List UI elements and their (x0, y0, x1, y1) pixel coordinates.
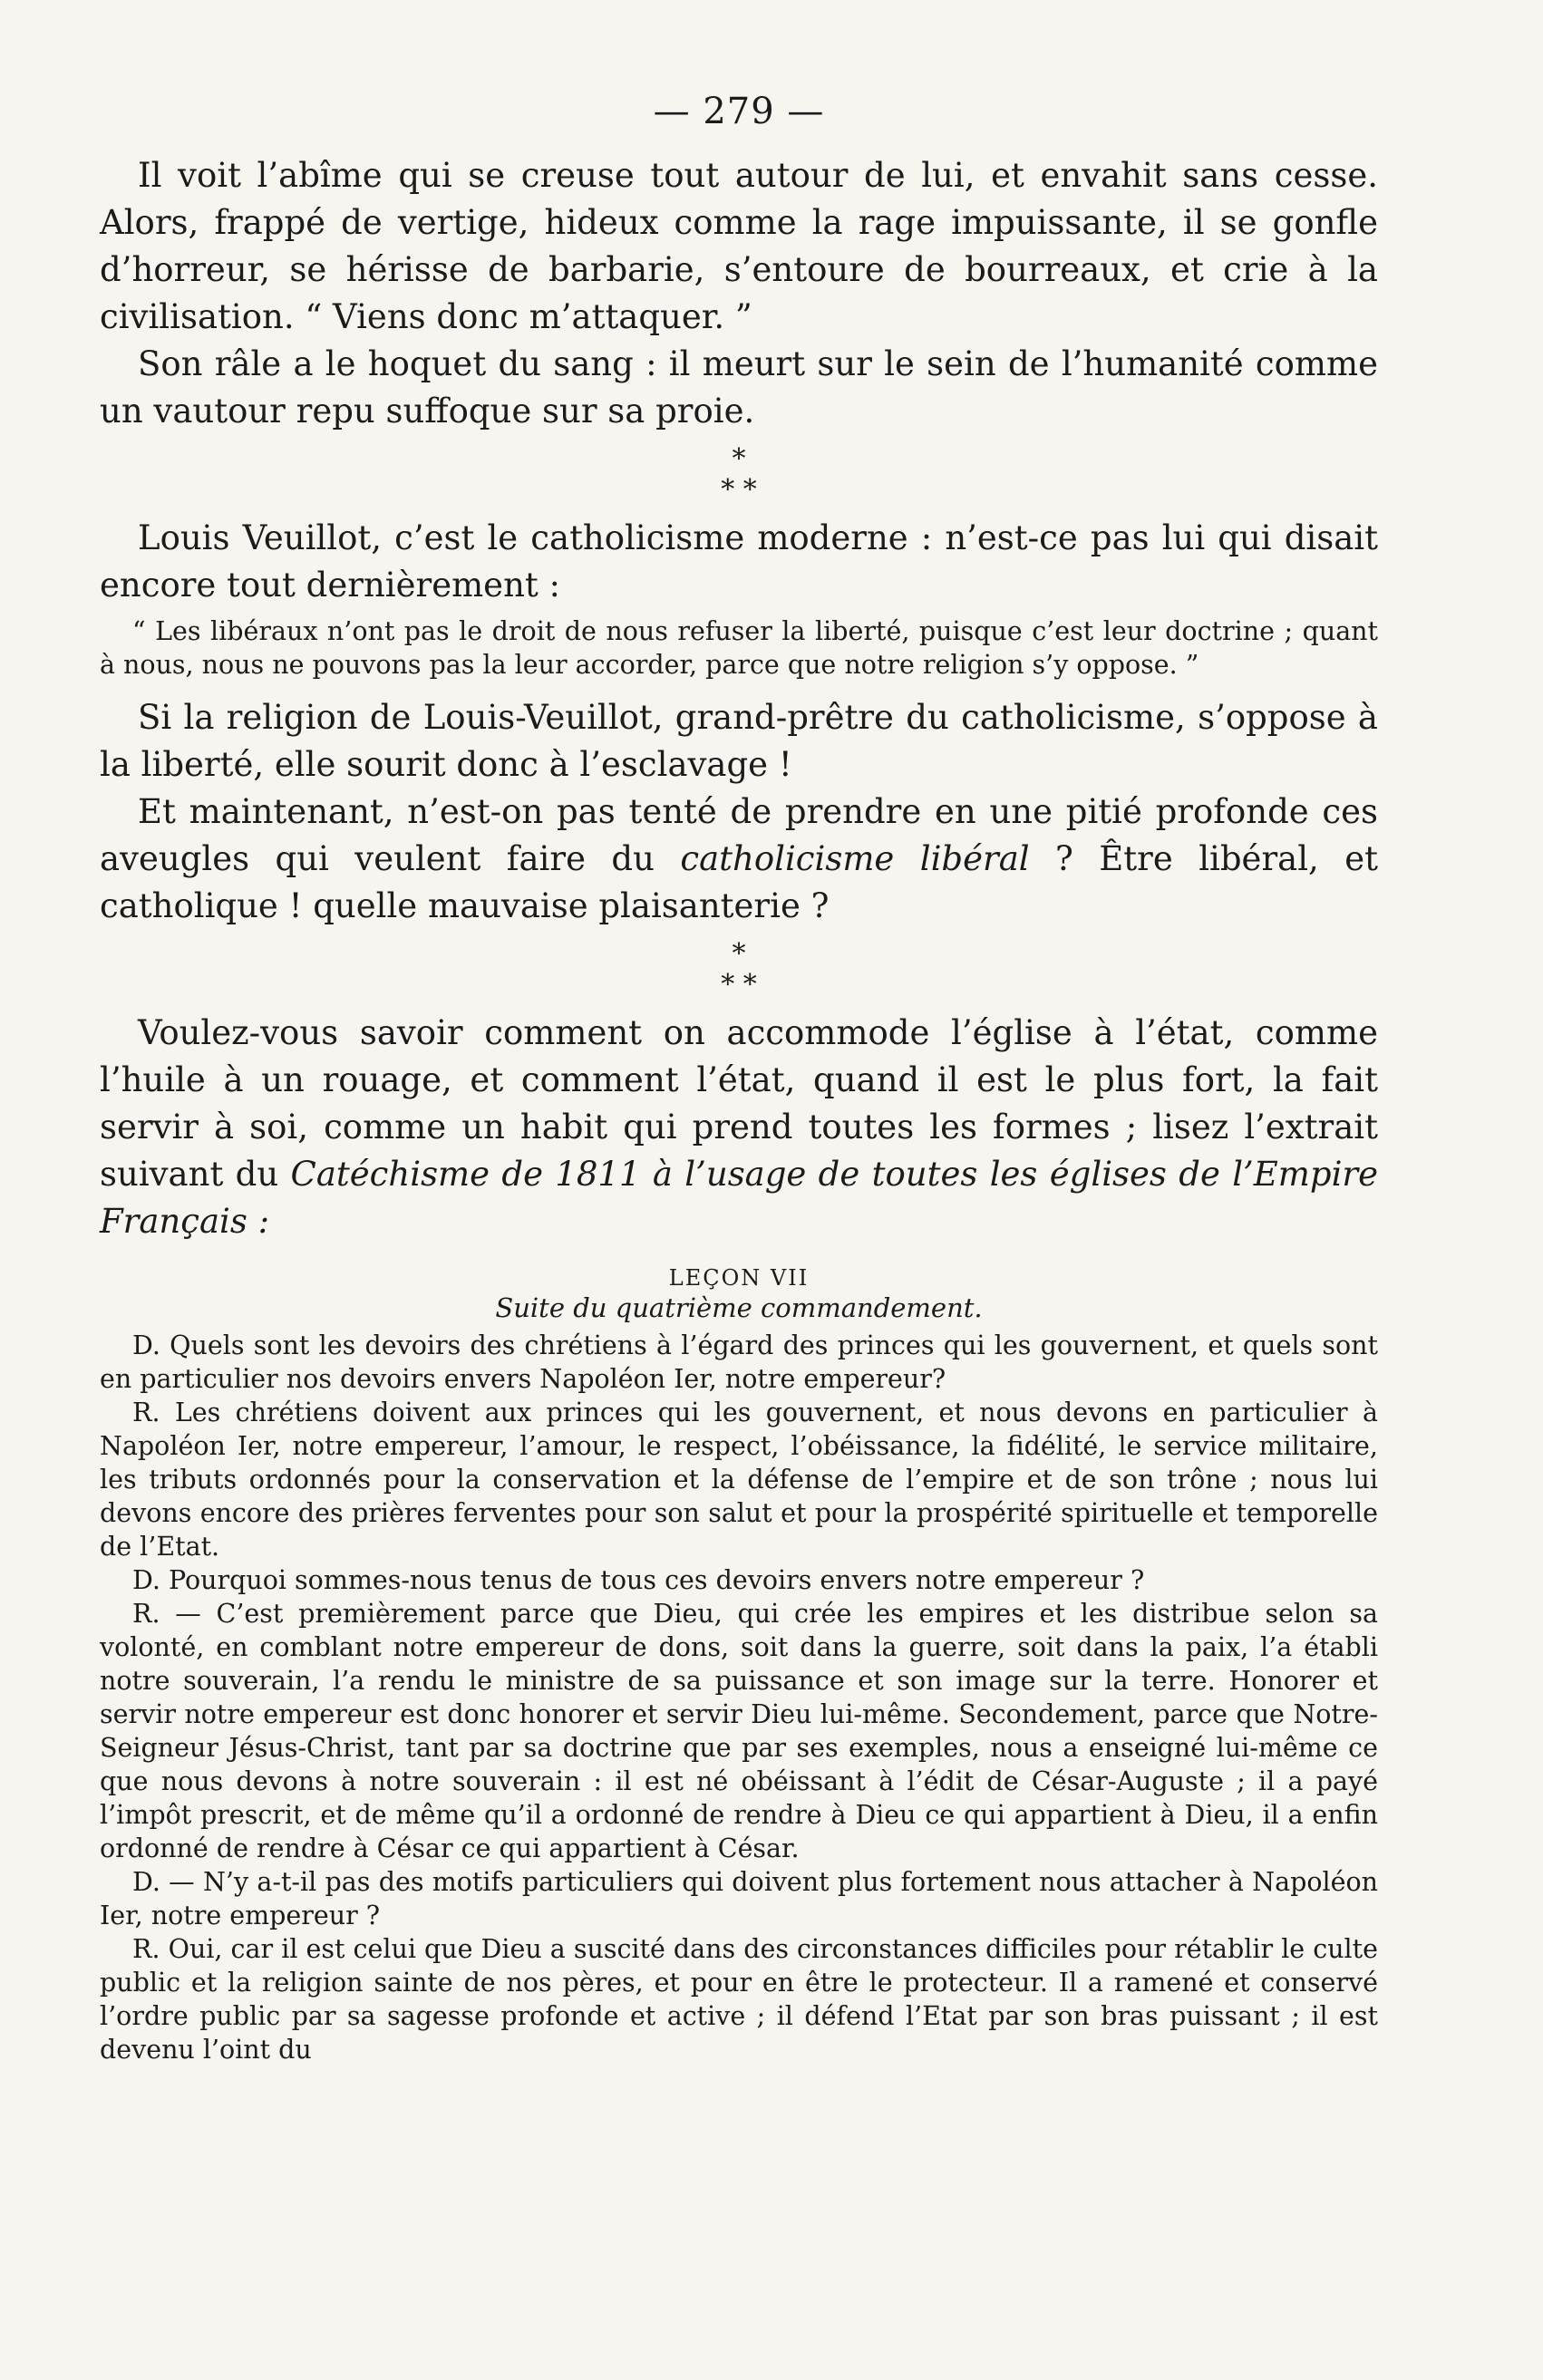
asterism-bottom: * * (721, 969, 757, 1001)
paragraph-rale: Son râle a le hoquet du sang : il meurt sur le sein de l’humanité comme un vautour repu suffoque sur sa proie. (100, 344, 1378, 431)
catechism-answer-2: R. — C’est premièrement parce que Dieu, qui crée les empires et les distribue selon sa volonté, en comblant notre empereur de dons, soit dans la guerre, soit dans la paix, l’a établi notre souverain, l’a rendu le ministre de sa puissance et son image sur la terre. Honorer et servir notre empereur est donc honorer et servir Dieu lui-même. Secondement, parce que Notre-Seigneur Jésus-Christ, tant par sa doctrine que par ses exemples, nous a enseigné lui-même ce que nous devons à notre souverain : il est né obéissant à l’édit de César-Auguste ; il a payé l’impôt prescrit, et de même qu’il a ordonné de rendre à Dieu ce qui appartient à Dieu, il a enfin ordonné de rendre à César ce qui appartient à César. (100, 1599, 1378, 1863)
page-number: — 279 — (653, 91, 825, 132)
catechism-answer-1: R. Les chrétiens doivent aux princes qui les gouvernent, et nous devons en particulier à Napoléon Ier, notre empereur, l’amour, le respect, l’obéissance, la fidélité, le service militaire, les tributs ordonnés pour la conservation et la défense de l’empire et de son trône ; nous lui devons encore des prières ferventes pour son salut et pour la prospérité spirituelle et temporelle de l’Etat. (100, 1398, 1378, 1562)
catechism-question-1: D. Quels sont les devoirs des chrétiens à l’égard des princes qui les gouvernent, et quels sont en particulier nos devoirs envers Napoléon Ier, notre empereur? (100, 1330, 1378, 1394)
lesson-title: LEÇON VII (668, 1265, 810, 1291)
catechism-question-2: D. Pourquoi sommes-nous tenus de tous ces devoirs envers notre empereur ? (132, 1565, 1145, 1595)
catholicisme-liberal: catholicisme libéral (680, 839, 1030, 878)
asterism-bottom: * * (721, 474, 757, 506)
paragraph-abime: Il voit l’abîme qui se creuse tout autour de lui, et envahit sans cesse. Alors, frappé de vertige, hideux comme la rage impuissante, il se gonfle d’horreur, se hérisse de barbarie, s’entoure de bourreaux, et crie à la civilisation. “ Viens donc m’attaquer. ” (100, 156, 1378, 336)
paragraph-voulez-vous-text: Voulez-vous savoir comment on accommode l’église à l’état, comme l’huile à un rouage, et comment l’état, quand il est le plus fort, la fait servir à soi, comme un habit qui prend toutes les formes ; lisez l’extrait suivant du (100, 1013, 1378, 1194)
paragraph-maintenant-end: ? Être libéral, et catholique ! quelle mauvaise plaisanterie ? (100, 839, 1378, 925)
paragraph-religion: Si la religion de Louis-Veuillot, grand-prêtre du catholicisme, s’oppose à la liberté, elle sourit donc à l’esclavage ! (100, 698, 1378, 784)
paragraph-maintenant-start: Et maintenant, n’est-on pas tenté de prendre en une pitié profonde ces aveugles qui veulent faire du (100, 792, 1378, 878)
asterism-divider-1 (100, 444, 1378, 506)
religion-section (100, 694, 1378, 930)
catechism-title: Catéchisme de 1811 à l’usage de toutes les églises de l’Empire Français : (100, 1155, 1378, 1241)
asterism-top: * (732, 443, 746, 475)
asterism-divider-2 (100, 939, 1378, 1001)
paragraph-maintenant (100, 788, 1378, 930)
book-page (100, 91, 1378, 2066)
catechism-question-3: D. — N’y a-t-il pas des motifs particuliers qui doivent plus fortement nous attacher à Napoléon Ier, notre empereur ? (100, 1867, 1378, 1930)
veuillot-section (100, 515, 1378, 609)
lesson-subtitle: Suite du quatrième commandement. (495, 1292, 983, 1323)
opening-section (100, 152, 1378, 435)
paragraph-voulez-vous (100, 1010, 1378, 1245)
paragraph-veuillot: Louis Veuillot, c’est le catholicisme moderne : n’est-ce pas lui qui disait encore tout dernièrement : (100, 518, 1378, 605)
catechism-answer-3: R. Oui, car il est celui que Dieu a suscité dans des circonstances difficiles pour rétablir le culte public et la religion sainte de nos pères, et pour en être le protecteur. Il a ramené et conservé l’ordre public par sa sagesse profonde et active ; il défend l’Etat par son bras puissant ; il est devenu l’oint du (100, 1934, 1378, 2065)
quote-text: “ Les libéraux n’ont pas le droit de nous refuser la liberté, puisque c’est leur doctrine ; quant à nous, nous ne pouvons pas la leur accorder, parce que notre religion s’y oppose. ” (100, 616, 1378, 680)
catechism-intro-section (100, 1010, 1378, 1245)
catechism-dialogue (100, 1329, 1378, 2066)
asterism-top: * (732, 938, 746, 970)
veuillot-quote (100, 614, 1378, 682)
